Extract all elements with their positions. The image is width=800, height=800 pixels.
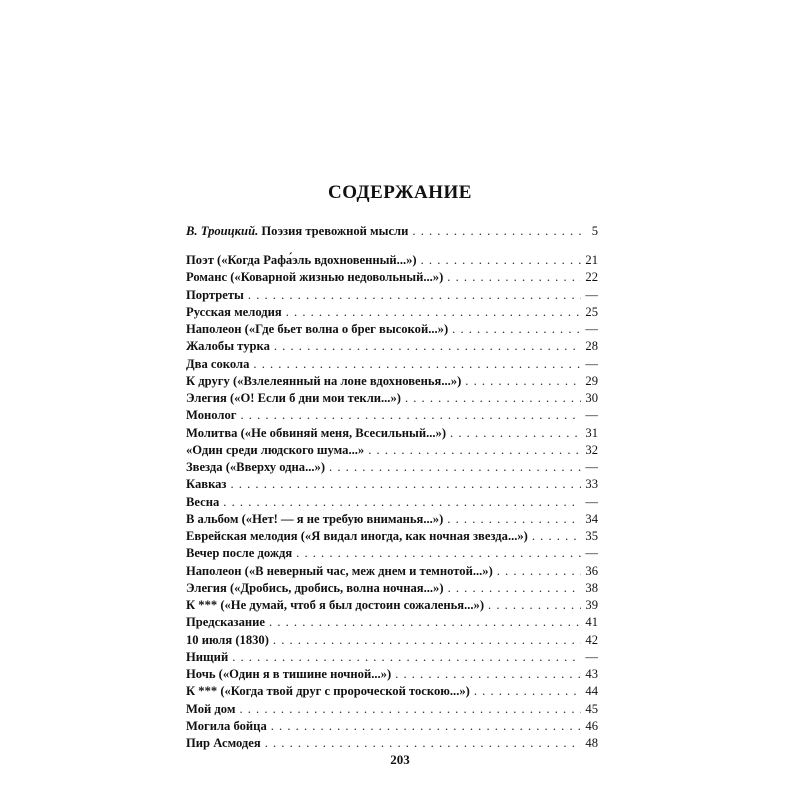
dot-leader	[223, 494, 581, 511]
dot-leader	[253, 356, 581, 373]
entry-title	[186, 580, 444, 597]
toc-entry	[186, 269, 598, 286]
entry-page: —	[585, 408, 598, 423]
dot-leader	[329, 459, 581, 476]
toc-entry	[186, 287, 598, 304]
toc-entry	[186, 614, 598, 631]
entry-title-main: Весна	[186, 494, 220, 509]
toc-entry	[186, 442, 598, 459]
entry-page: 43	[585, 667, 598, 681]
entry-title	[186, 407, 237, 424]
entry-title	[186, 425, 446, 442]
entry-title	[186, 528, 528, 545]
toc-entry	[186, 666, 598, 683]
entry-subtitle: («Один я в тишине ночной...»)	[215, 667, 392, 681]
entry-title-main: Еврейская мелодия	[186, 529, 298, 543]
dot-leader	[232, 649, 581, 666]
entry-title	[186, 321, 448, 338]
entry-title	[186, 338, 270, 355]
entry-title	[186, 304, 282, 321]
dot-leader	[421, 252, 582, 269]
entry-title	[186, 545, 292, 562]
entry-title	[186, 649, 228, 666]
entry-page: 29	[585, 373, 598, 388]
entry-title	[186, 252, 417, 269]
entry-subtitle: («О! Если б дни мои текли...»)	[226, 391, 401, 405]
entry-title	[186, 614, 265, 631]
entry-page: 33	[585, 477, 598, 492]
entry-title	[186, 356, 249, 373]
entry-subtitle: («Взлелеянный на лоне вдохновенья...»)	[229, 373, 462, 388]
page-number: 203	[390, 752, 410, 767]
dot-leader	[447, 269, 581, 286]
entry-subtitle: («Когда твой друг с пророческой тоскою...»)	[217, 684, 470, 699]
dot-leader	[296, 545, 581, 562]
entry-page: 32	[585, 442, 598, 457]
entry-title	[186, 597, 484, 614]
toc-entry	[186, 373, 598, 390]
dot-leader	[274, 338, 582, 355]
dot-leader	[452, 321, 581, 338]
entry-title	[186, 287, 244, 304]
entry-title	[186, 373, 461, 390]
entry-subtitle: («Не думай, чтоб я был достоин сожаленья...»)	[217, 598, 485, 612]
entry-subtitle: («Вверху одна...»)	[222, 460, 326, 474]
entry-title-main: Пир Асмодея	[186, 736, 261, 750]
entry-title	[186, 666, 391, 683]
entry-title	[186, 701, 235, 718]
entry-title-main: Могила бойца	[186, 718, 267, 733]
dot-leader	[450, 425, 581, 442]
toc-list	[186, 252, 598, 752]
toc-entry	[186, 390, 598, 407]
dot-leader	[239, 701, 581, 718]
entry-title-main: «Один среди людского шума...»	[186, 442, 365, 457]
toc-entry	[186, 545, 598, 562]
entry-title-main: Элегия	[186, 580, 227, 595]
dot-leader	[405, 390, 581, 407]
entry-title	[186, 494, 219, 511]
entry-page: —	[585, 546, 598, 561]
dot-leader	[241, 407, 582, 424]
toc-entry	[186, 511, 598, 528]
entry-title-main: Вечер после дождя	[186, 546, 293, 561]
dot-leader	[474, 683, 582, 700]
toc-entry	[186, 425, 598, 442]
dot-leader	[412, 223, 582, 240]
dot-leader	[269, 614, 581, 631]
entry-page: 45	[585, 701, 598, 716]
dot-leader	[448, 580, 582, 597]
entry-page: 38	[585, 580, 598, 595]
toc-entry	[186, 735, 598, 752]
toc-entry	[186, 683, 598, 700]
toc-entry	[186, 718, 598, 735]
entry-title-main: Русская мелодия	[186, 304, 282, 319]
entry-title-main: Нищий	[186, 649, 229, 664]
entry-title-main: Монолог	[186, 408, 237, 423]
toc-entry	[186, 632, 598, 649]
entry-title	[186, 459, 325, 476]
intro-title-text: Поэзия тревожной мысли	[258, 224, 409, 238]
entry-title-main: Звезда	[186, 460, 223, 474]
entry-subtitle: («Где бьет волна о брег высокой...»)	[241, 322, 449, 336]
entry-page: —	[585, 356, 598, 371]
entry-title-main: Наполеон	[186, 322, 242, 336]
entry-title	[186, 632, 269, 649]
entry-title-main: Элегия	[186, 391, 227, 405]
entry-page: 25	[585, 304, 598, 319]
toc-entry	[186, 476, 598, 493]
dot-leader	[286, 304, 582, 321]
entry-page: —	[585, 649, 598, 664]
entry-title-main: Предсказание	[186, 615, 266, 630]
entry-page: 46	[585, 718, 598, 733]
entry-page: 44	[585, 684, 598, 699]
entry-page: 35	[585, 529, 598, 543]
entry-title	[186, 511, 443, 528]
entry-subtitle: («Коварной жизнью недовольный...»)	[227, 270, 444, 285]
entry-page: 22	[585, 270, 598, 285]
entry-title-main: Молитва	[186, 425, 238, 440]
entry-page: —	[585, 460, 598, 474]
entry-page: —	[585, 322, 598, 336]
entry-title	[186, 476, 227, 493]
toc-entry	[186, 563, 598, 580]
dot-leader	[488, 597, 581, 614]
dot-leader	[265, 735, 582, 752]
entry-title	[186, 442, 364, 459]
entry-title-main: Кавказ	[186, 477, 227, 492]
entry-page: —	[585, 287, 598, 302]
dot-leader	[248, 287, 582, 304]
entry-title	[186, 683, 470, 700]
toc-entry	[186, 356, 598, 373]
intro-author: В. Троицкий.	[186, 224, 259, 238]
entry-page: 48	[585, 736, 598, 750]
entry-title-main: К ***	[186, 684, 218, 699]
dot-leader	[273, 632, 581, 649]
dot-leader	[465, 373, 581, 390]
toc-entry	[186, 701, 598, 718]
toc-entry	[186, 528, 598, 545]
toc-entry-intro	[186, 223, 598, 240]
toc-entry	[186, 580, 598, 597]
entry-subtitle: («Когда Рафа́эль вдохновенный...»)	[213, 253, 417, 267]
entry-subtitle: («Не обвиняй меня, Всесильный...»)	[237, 425, 447, 440]
dot-leader	[231, 476, 582, 493]
toc-entry	[186, 321, 598, 338]
entry-title-main: Поэт	[186, 253, 214, 267]
entry-page: 39	[585, 598, 598, 612]
entry-subtitle: («Нет! — я не требую вниманья...»)	[238, 511, 444, 526]
toc-entry	[186, 494, 598, 511]
toc-intro	[186, 223, 598, 240]
entry-page: 41	[585, 615, 598, 630]
entry-title-main: Романс	[186, 270, 228, 285]
entry-subtitle: («Я видал иногда, как ночная звезда...»)	[297, 529, 528, 543]
toc-entry	[186, 407, 598, 424]
entry-page: 34	[585, 511, 598, 526]
entry-page: 30	[585, 391, 598, 405]
entry-title-main: В альбом	[186, 511, 239, 526]
dot-leader	[271, 718, 582, 735]
entry-title-main: К ***	[186, 598, 218, 612]
toc-entry	[186, 597, 598, 614]
dot-leader	[368, 442, 581, 459]
entry-title	[186, 390, 401, 407]
entry-page: 31	[585, 425, 598, 440]
entry-page: 36	[585, 563, 598, 578]
toc-entry	[186, 252, 598, 269]
entry-title-main: Ночь	[186, 667, 216, 681]
dot-leader	[497, 563, 582, 580]
dot-leader	[532, 528, 582, 545]
toc-entry	[186, 459, 598, 476]
dot-leader	[447, 511, 581, 528]
intro-page: 5	[591, 224, 598, 238]
entry-page: 28	[585, 339, 598, 354]
entry-title-main: Жалобы турка	[186, 339, 270, 354]
entry-title	[186, 718, 267, 735]
intro-title	[186, 223, 408, 240]
toc-entry	[186, 649, 598, 666]
entry-title	[186, 735, 261, 752]
entry-subtitle: («Дробись, дробись, волна ночная...»)	[226, 580, 444, 595]
toc-entry	[186, 338, 598, 355]
entry-subtitle: («В неверный час, меж днем и темнотой...»)	[241, 563, 493, 578]
toc-entry	[186, 304, 598, 321]
entry-title-main: Два сокола	[186, 356, 250, 371]
page-title: СОДЕРЖАНИЕ	[328, 182, 472, 203]
entry-page: —	[585, 494, 598, 509]
entry-title-main: Мой дом	[186, 701, 236, 716]
entry-title-main: Наполеон	[186, 563, 242, 578]
entry-title-main: 10 июля (1830)	[186, 632, 269, 647]
entry-title-main: Портреты	[186, 287, 244, 302]
entry-title	[186, 269, 443, 286]
entry-title-main: К другу	[186, 373, 230, 388]
entry-page: 21	[585, 253, 598, 267]
entry-title	[186, 563, 493, 580]
entry-page: 42	[585, 632, 598, 647]
dot-leader	[395, 666, 581, 683]
